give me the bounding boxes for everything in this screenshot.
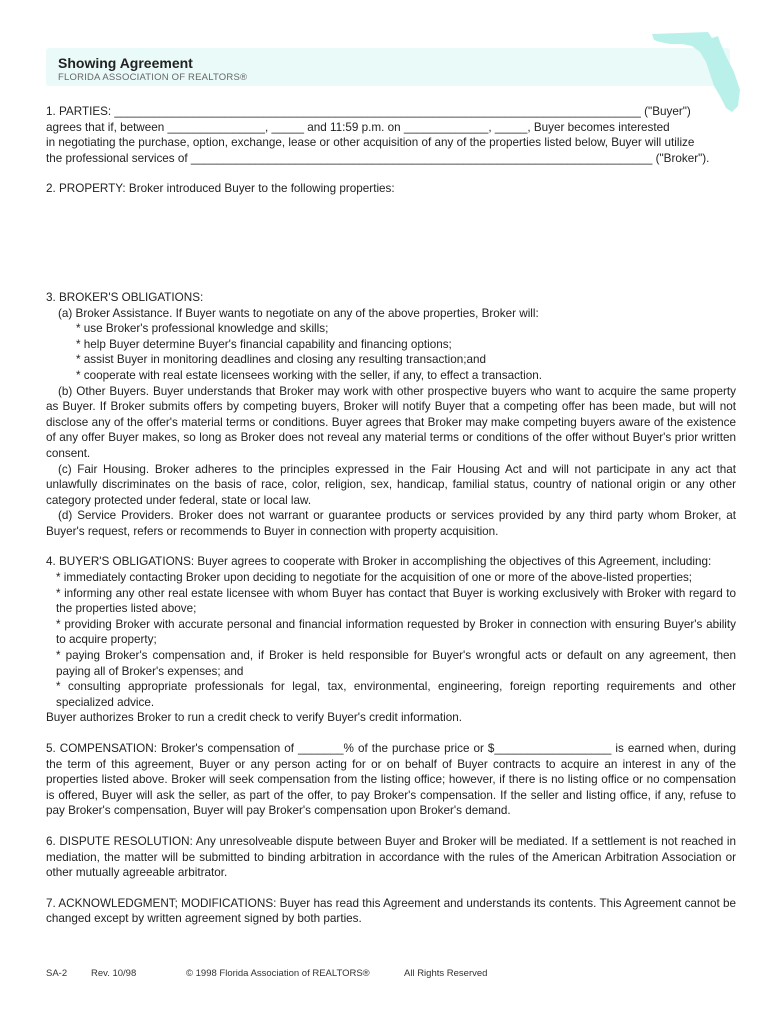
section-property [46,181,736,275]
service-providers-paragraph: (d) Service Providers. Broker does not warrant or guarantee products or services provided by any third party whom Broker, at Buyer's request, refers or recommends to Buyer in connection with property acquisition. [46,509,736,538]
document-subtitle: FLORIDA ASSOCIATION OF REALTORS® [58,72,248,83]
dispute-paragraph: 6. DISPUTE RESOLUTION: Any unresolveable dispute between Buyer and Broker will be mediated. If a settlement is not reached in mediation, the matter will be submitted to binding arbitration in accordance with the rules of the American Arbitration Association or other mutually agreeable arbitrator. [46,834,736,880]
agreement-body [46,104,736,942]
credit-check-line: Buyer authorizes Broker to run a credit check to verify Buyer's credit information. [46,711,463,725]
broker-assistance-item: * assist Buyer in monitoring deadlines and closing any resulting transaction;and [76,353,486,367]
section-acknowledgment [46,896,736,927]
acknowledgment-paragraph: 7. ACKNOWLEDGMENT; MODIFICATIONS: Buyer has read this Agreement and understands its contents. This Agreement cannot be changed except by written agreement signed by both parties. [46,896,736,926]
page-footer [46,966,487,982]
compensation-paragraph: 5. COMPENSATION: Broker's compensation of _______% of the purchase price or $__________________ is earned when, during the term of this agreement, Buyer or any person acting for or on behalf of Buyer contracts to acquire an interest in any of the properties listed above. Broker will seek compensation from the listing office; however, if there is no listing office or no compensation is offered, Buyer will ask the seller, as part of the offer, to pay Broker's compensation. If the seller and listing office, if any, refuse to pay Broker's compensation, Buyer will pay Broker's compensation upon Broker's demand. [46,742,736,818]
buyer-obligation-item: * providing Broker with accurate personal and financial information requested by Broker in connection with ensuring Buyer's ability to acquire property; [56,617,736,647]
buyer-obligation-item: * consulting appropriate professionals for legal, tax, environmental, engineering, foreign reporting requirements and other specialized advice. [56,680,736,709]
parties-line-2: agrees that if, between _______________, _____ and 11:59 p.m. on _____________, _____, Buyer becomes interested [46,120,670,134]
buyer-obligations-intro: 4. BUYER'S OBLIGATIONS: Buyer agrees to cooperate with Broker in accomplishing the objectives of this Agreement, including: [46,555,712,569]
section-parties [46,104,736,166]
buyer-obligation-item: * informing any other real estate licensee with whom Buyer has contact that Buyer is working exclusively with Broker with regard to the properties listed above; [56,586,736,616]
broker-assistance-intro: (a) Broker Assistance. If Buyer wants to negotiate on any of the above properties, Broker will: [58,306,539,320]
fair-housing-paragraph: (c) Fair Housing. Broker adheres to the principles expressed in the Fair Housing Act and will not participate in any act that unlawfully discriminates on the basis of race, color, religion, sex, handicap, familial status, country of national origin or any other category protected under federal, state or local law. [46,462,736,507]
revision-date: Rev. 10/98 [91,968,137,979]
document-title: Showing Agreement [58,55,193,71]
property-line: 2. PROPERTY: Broker introduced Buyer to the following properties: [46,182,395,196]
parties-line-3: in negotiating the purchase, option, exchange, lease or other acquisition of any of the properties listed below, Buyer will utilize [46,136,695,150]
florida-map-logo [648,28,744,116]
broker-assistance-item: * cooperate with real estate licensees working with the seller, if any, to effect a transaction. [76,368,543,382]
buyer-obligation-item: * immediately contacting Broker upon deciding to negotiate for the acquisition of one or more of the above-listed properties; [56,571,693,585]
section-broker-obligations [46,290,736,540]
copyright-notice: © 1998 Florida Association of REALTORS® [186,968,370,979]
rights-notice: All Rights Reserved [404,968,488,979]
other-buyers-paragraph: (b) Other Buyers. Buyer understands that Broker may work with other prospective buyers who want to acquire the same property as Buyer. If Broker submits offers by competing buyers, Broker will notify Buyer that a competing offer has been made, but will not disclose any of the offer's material terms or conditions. Buyer agrees that Broker may make competing buyers aware of the existence of any offer Buyer makes, so long as Broker does not reveal any material terms or conditions of the offer without Buyer's prior written consent. [46,384,736,460]
section-buyer-obligations [46,554,736,726]
section-dispute-resolution [46,834,736,881]
buyer-obligation-item: * paying Broker's compensation and, if Broker is held responsible for Buyer's wrongful acts or default on any agreement, then paying all of Broker's expenses; and [56,649,736,678]
parties-line-1: 1. PARTIES: _________________________________________________________________________________ ("Buyer") [46,105,691,118]
section-compensation [46,741,736,819]
broker-assistance-item: * use Broker's professional knowledge and skills; [76,322,329,336]
property-list-area [46,197,736,275]
broker-assistance-item: * help Buyer determine Buyer's financial capability and financing options; [76,337,452,351]
parties-line-4: the professional services of _______________________________________________________________________ ("Broker"). [46,151,710,165]
form-id: SA-2 [46,968,68,979]
broker-obligations-heading: 3. BROKER'S OBLIGATIONS: [46,290,204,304]
